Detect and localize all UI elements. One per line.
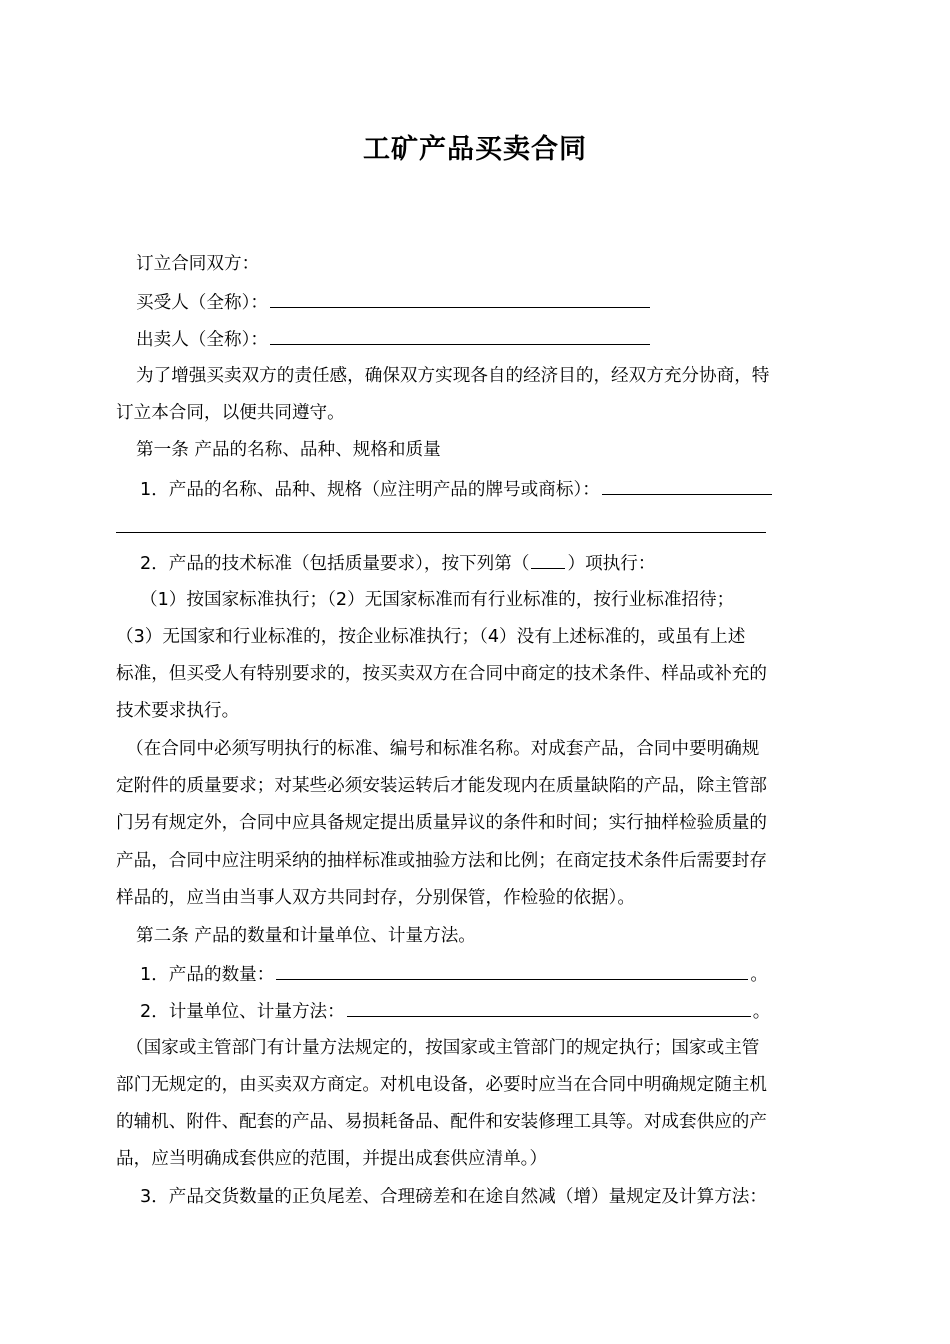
- article2-item2-end: 。: [752, 1002, 771, 1022]
- article2-item1-label: 1．产品的数量：: [140, 965, 275, 985]
- standards-line-3: 标准，但买受人有特别要求的，按买卖双方在合同中商定的技术条件、样品或补充的: [116, 664, 767, 684]
- unit-method-blank[interactable]: [347, 998, 751, 1017]
- document-title: 工矿产品买卖合同: [363, 134, 587, 165]
- buyer-name-blank[interactable]: [270, 289, 650, 308]
- seller-label: 出卖人（全称）：: [136, 330, 268, 350]
- article1-note-line-1: （在合同中必须写明执行的标准、编号和标准名称。对成套产品，合同中要明确规: [126, 739, 760, 759]
- article1-item2-pre: 2．产品的技术标准（包括质量要求），按下列第（: [140, 554, 530, 574]
- article1-item1-label: 1．产品的名称、品种、规格（应注明产品的牌号或商标）：: [140, 480, 600, 500]
- article1-item2-post: ）项执行：: [567, 554, 656, 574]
- seller-name-blank[interactable]: [270, 326, 650, 345]
- article1-heading: 第一条 产品的名称、品种、规格和质量: [136, 440, 441, 460]
- article1-note-line-2: 定附件的质量要求；对某些必须安装运转后才能发现内在质量缺陷的产品，除主管部: [116, 776, 767, 796]
- preamble-line-1: 为了增强买卖双方的责任感，确保双方实现各自的经济目的，经双方充分协商，特: [136, 366, 770, 386]
- article1-item2: [140, 550, 836, 576]
- parties-heading: 订立合同双方：: [136, 254, 260, 274]
- buyer-label: 买受人（全称）：: [136, 293, 268, 313]
- article2-note-line-2: 部门无规定的，由买卖双方商定。对机电设备，必要时应当在合同中明确规定随主机: [116, 1075, 767, 1095]
- article2-item1-end: 。: [750, 965, 768, 985]
- product-name-blank-continued[interactable]: [116, 532, 766, 533]
- product-name-blank[interactable]: [602, 476, 772, 495]
- article2-note-line-3: 的辅机、附件、配套的产品、易损耗备品、配件和安装修理工具等。对成套供应的产: [116, 1112, 767, 1132]
- article2-note-line-4: 品，应当明确成套供应的范围，并提出成套供应清单。）: [116, 1149, 548, 1169]
- standard-option-blank[interactable]: [531, 550, 565, 569]
- seller-line: [136, 326, 836, 352]
- article1-item1: [140, 476, 836, 502]
- article2-heading: 第二条 产品的数量和计量单位、计量方法。: [136, 926, 476, 946]
- article2-item1: [140, 961, 836, 987]
- quantity-blank[interactable]: [276, 961, 748, 980]
- preamble-line-2: 订立本合同，以便共同遵守。: [116, 403, 345, 423]
- buyer-line: [136, 289, 836, 315]
- article1-note-line-5: 样品的，应当由当事人双方共同封存，分别保管，作检验的依据）。: [116, 888, 636, 908]
- article2-item2-label: 2．计量单位、计量方法：: [140, 1002, 345, 1022]
- article1-note-line-3: 门另有规定外，合同中应具备规定提出质量异议的条件和时间；实行抽样检验质量的: [116, 813, 767, 833]
- standards-line-2: （3）无国家和行业标准的，按企业标准执行；（4）没有上述标准的，或虽有上述: [116, 627, 746, 647]
- article2-note-line-1: （国家或主管部门有计量方法规定的，按国家或主管部门的规定执行；国家或主管: [126, 1038, 760, 1058]
- standards-line-1: （1）按国家标准执行；（2）无国家标准而有行业标准的，按行业标准招待；: [140, 590, 735, 610]
- article2-item3: 3．产品交货数量的正负尾差、合理磅差和在途自然减（增）量规定及计算方法：: [140, 1187, 767, 1207]
- article2-item2: [140, 998, 836, 1024]
- article1-note-line-4: 产品，合同中应注明采纳的抽样标准或抽验方法和比例；在商定技术条件后需要封存: [116, 851, 767, 871]
- standards-line-4: 技术要求执行。: [116, 701, 240, 721]
